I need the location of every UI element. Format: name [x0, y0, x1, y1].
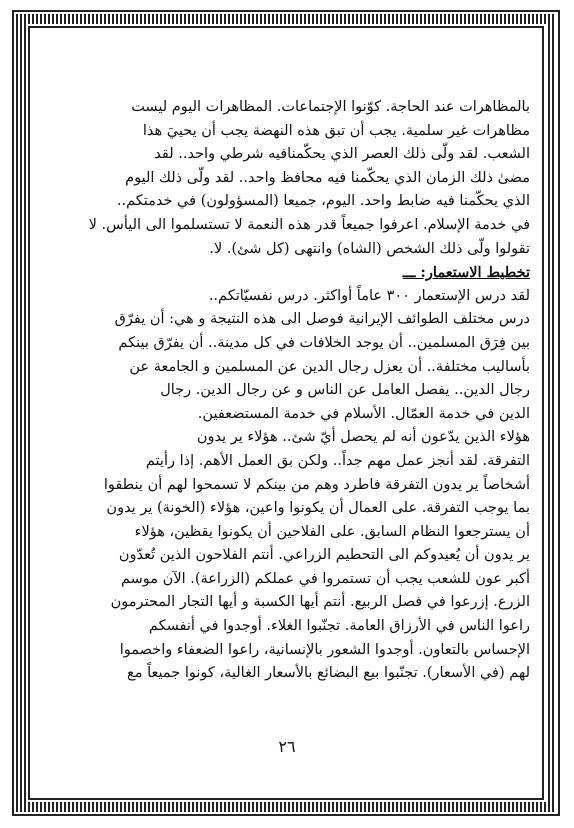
- text-line: الشعب. لقد ولّى ذلك العصر الذي يحكّمنافيه شرطي واحد.. لقد: [154, 146, 530, 163]
- page-body: [44, 96, 530, 686]
- text-line: ير يدون أن يُعيدوكم الى التحطيم الزراعي. أنتم الفلاحون الذين تُعدّون: [118, 547, 530, 564]
- section-heading: تخطيط الاستعمار: ـــ: [402, 264, 530, 282]
- text-line: بما يوجب التفرقة. على العمال أن يكونوا واعين، هؤلاء (الخونة) ير يدون: [106, 500, 530, 517]
- text-line: أشخاصاً ير يدون التفرقة فاطرد وهم من بينكم لا تسمحوا لهم أن ينطقوا: [103, 476, 530, 493]
- text-line: مضىٰ ذلك الزمان الذي يحكّمنا فيه محافظ واحد.. لقد ولّى ذلك اليوم: [125, 169, 530, 186]
- paragraph-3: [44, 426, 530, 686]
- text-line: في خدمة الإسلام. اعرفوا جميعاً قدر هذه النعمة لا تستسلموا الى اليأس. لا: [88, 216, 530, 233]
- paragraph-2: [44, 285, 530, 427]
- text-line: الزرع. إزرعوا في فصل الربيع. أنتم أيها الكسبة و أيها التجار المحترمون: [110, 594, 530, 611]
- text-line: لقد درس الإستعمار ٣٠٠ عاماً أواكثر. درس نفسيّاتكم..: [208, 287, 530, 304]
- text-line: راعوا الناس في الأرزاق العامة. تجنّبوا الغلاء. أوجدوا في أنفسكم: [148, 618, 530, 635]
- text-line: درس مختلف الطوائف الإيرانية فوصل الى هذه النتيجة و هي: أن يفرّق: [114, 311, 530, 328]
- text-line: لهم (في الأسعار). تجنّبوا بيع البضائع بالأسعار الغالية، كونوا جميعاً مع: [127, 665, 530, 682]
- text-line: الذي يحكّمنا فيه ضابط واحد. اليوم، جميعا (المسؤولون) في خدمتكم..: [116, 193, 530, 210]
- text-line: بالمظاهرات عند الحاجة. كوّنوا الإجتماعات. المظاهرات اليوم ليست: [131, 99, 530, 115]
- paragraph-1: [44, 96, 530, 261]
- page-number: ٢٦: [278, 737, 296, 756]
- text-line: التفرقة. لقد أنجز عمل مهم جداً.. ولكن بق العمل الأهم. إذا رأيتم: [145, 452, 530, 469]
- text-line: هؤلاء الذين يدّعون أنه لم يحصل أيّ شئ.. هؤلاء ير يدون: [196, 429, 530, 446]
- text-line: أكبر عون للشعب يجب أن تستمروا في عملكم (الزراعة). الآن موسم: [121, 570, 530, 587]
- text-line: رجال الدين.. يفصل العامل عن الناس و عن رجال الدين. رجال: [160, 382, 530, 399]
- text-line: بين فِرَق المسلمين.. أن يوجد الخلافات في كل مدينة.. أن يفرّق بينكم: [118, 334, 530, 351]
- text-line: بأساليب مختلفة.. أن يعزل رجال الدين عن المسلمين و الجامعة عن: [129, 358, 530, 375]
- text-line: تقولوا ولّى ذلك الشخص (الشاه) وانتهى (كل شئ). لا.: [209, 240, 530, 257]
- text-line: الإحساس بالتعاون. أوجدوا الشعور بالإنسانية، راعوا الضعفاء واخصموا: [119, 641, 530, 658]
- text-line: مظاهرات غير سلمية. يجب أن تبق هذه النهضة يجب أن يحييَ هذا: [142, 122, 530, 139]
- text-line: أن يسترجعوا النظام السابق. على الفلاحين أن يكونوا يقظين، هؤلاء: [134, 523, 530, 540]
- text-line: الدين في خدمة العمّال. الأسلام في خدمة المستضعفين.: [197, 405, 530, 422]
